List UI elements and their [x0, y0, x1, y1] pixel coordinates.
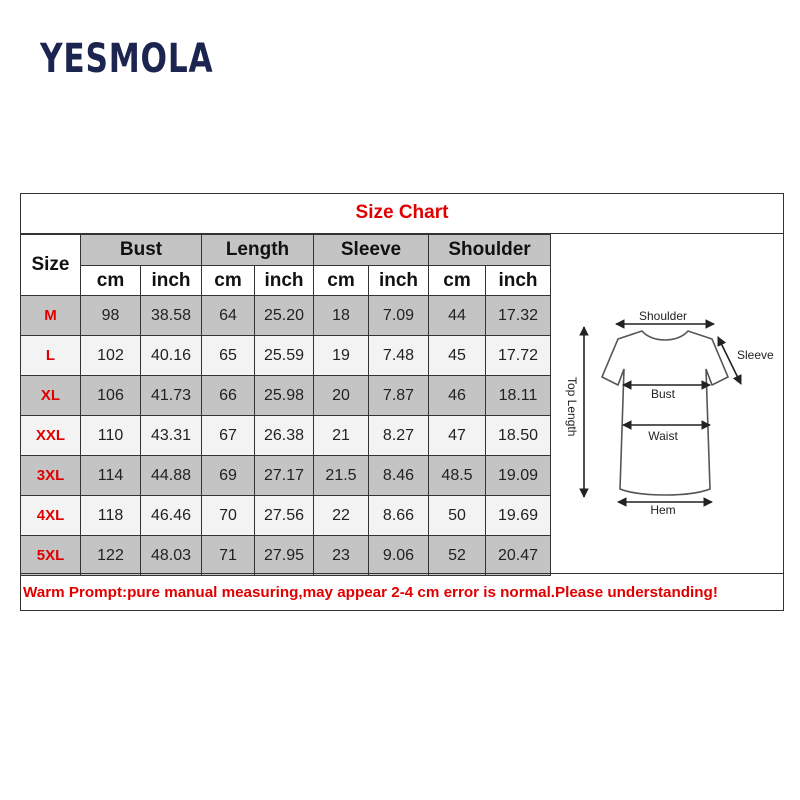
- table-cell: 8.46: [369, 456, 429, 496]
- unit-header: inch: [141, 266, 202, 296]
- table-cell: 46: [429, 376, 486, 416]
- unit-header: inch: [486, 266, 551, 296]
- table-cell: 122: [81, 536, 141, 576]
- table-cell: 8.66: [369, 496, 429, 536]
- table-cell: 43.31: [141, 416, 202, 456]
- unit-header: cm: [81, 266, 141, 296]
- table-row: [21, 456, 551, 496]
- table-cell: 114: [81, 456, 141, 496]
- bust-header: Bust: [81, 235, 202, 266]
- size-header: Size: [21, 235, 81, 296]
- table-cell: 7.09: [369, 296, 429, 336]
- table-cell: 48.5: [429, 456, 486, 496]
- table-cell: 27.95: [255, 536, 314, 576]
- warm-prompt: Warm Prompt:pure manual measuring,may appear 2-4 cm error is normal.Please understanding!: [20, 573, 784, 611]
- table-cell: 41.73: [141, 376, 202, 416]
- size-cell: M: [21, 296, 81, 336]
- unit-header: inch: [255, 266, 314, 296]
- tshirt-measurement-diagram: [550, 235, 784, 573]
- table-cell: 22: [314, 496, 369, 536]
- table-cell: 18.11: [486, 376, 551, 416]
- table-cell: 26.38: [255, 416, 314, 456]
- size-cell: L: [21, 336, 81, 376]
- table-cell: 46.46: [141, 496, 202, 536]
- unit-header: cm: [429, 266, 486, 296]
- table-row: [21, 376, 551, 416]
- table-cell: 19: [314, 336, 369, 376]
- table-cell: 50: [429, 496, 486, 536]
- table-cell: 8.27: [369, 416, 429, 456]
- brand-logo: YESMOLA: [40, 36, 214, 82]
- table-row: [21, 496, 551, 536]
- table-cell: 17.32: [486, 296, 551, 336]
- table-cell: 102: [81, 336, 141, 376]
- table-cell: 20.47: [486, 536, 551, 576]
- table-cell: 27.56: [255, 496, 314, 536]
- table-cell: 17.72: [486, 336, 551, 376]
- table-cell: 47: [429, 416, 486, 456]
- shoulder-label: Shoulder: [638, 309, 688, 323]
- table-row: [21, 296, 551, 336]
- unit-header: cm: [314, 266, 369, 296]
- top-length-label: Top Length: [565, 377, 579, 437]
- unit-header: cm: [202, 266, 255, 296]
- tshirt-outline: [602, 331, 728, 495]
- size-cell: XL: [21, 376, 81, 416]
- waist-label: Waist: [648, 429, 678, 443]
- shoulder-header: Shoulder: [429, 235, 551, 266]
- size-cell: 5XL: [21, 536, 81, 576]
- table-cell: 25.98: [255, 376, 314, 416]
- table-cell: 70: [202, 496, 255, 536]
- length-header: Length: [202, 235, 314, 266]
- table-cell: 25.20: [255, 296, 314, 336]
- table-cell: 25.59: [255, 336, 314, 376]
- sleeve-label: Sleeve: [737, 348, 774, 362]
- table-cell: 23: [314, 536, 369, 576]
- table-cell: 9.06: [369, 536, 429, 576]
- size-table: [20, 234, 551, 576]
- table-row: [21, 416, 551, 456]
- table-cell: 52: [429, 536, 486, 576]
- table-cell: 44: [429, 296, 486, 336]
- table-cell: 18.50: [486, 416, 551, 456]
- table-cell: 69: [202, 456, 255, 496]
- table-cell: 45: [429, 336, 486, 376]
- table-cell: 40.16: [141, 336, 202, 376]
- table-row: [21, 336, 551, 376]
- table-cell: 65: [202, 336, 255, 376]
- table-cell: 21: [314, 416, 369, 456]
- table-cell: 19.09: [486, 456, 551, 496]
- table-cell: 44.88: [141, 456, 202, 496]
- table-cell: 110: [81, 416, 141, 456]
- table-cell: 18: [314, 296, 369, 336]
- size-cell: XXL: [21, 416, 81, 456]
- table-cell: 106: [81, 376, 141, 416]
- table-cell: 7.87: [369, 376, 429, 416]
- table-cell: 66: [202, 376, 255, 416]
- table-cell: 48.03: [141, 536, 202, 576]
- table-cell: 27.17: [255, 456, 314, 496]
- table-cell: 67: [202, 416, 255, 456]
- size-cell: 3XL: [21, 456, 81, 496]
- unit-header: inch: [369, 266, 429, 296]
- table-cell: 21.5: [314, 456, 369, 496]
- table-cell: 118: [81, 496, 141, 536]
- table-cell: 64: [202, 296, 255, 336]
- table-cell: 38.58: [141, 296, 202, 336]
- table-cell: 20: [314, 376, 369, 416]
- sleeve-header: Sleeve: [314, 235, 429, 266]
- table-cell: 71: [202, 536, 255, 576]
- table-cell: 98: [81, 296, 141, 336]
- size-chart-title: Size Chart: [20, 193, 784, 234]
- table-cell: 7.48: [369, 336, 429, 376]
- hem-label: Hem: [650, 503, 676, 517]
- table-row: [21, 536, 551, 576]
- size-cell: 4XL: [21, 496, 81, 536]
- table-cell: 19.69: [486, 496, 551, 536]
- bust-label: Bust: [650, 387, 676, 401]
